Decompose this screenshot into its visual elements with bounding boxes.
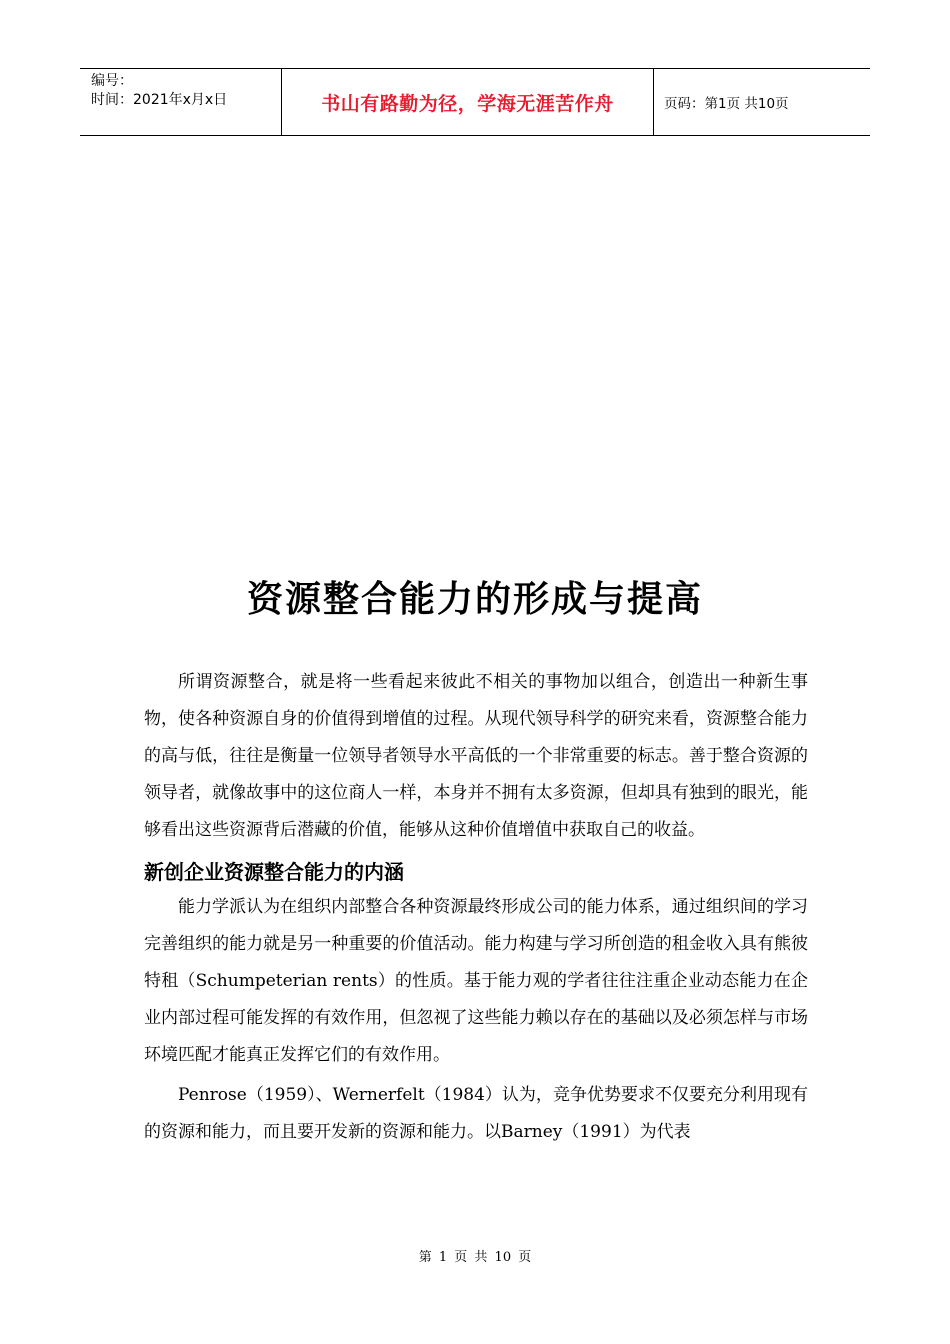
section-heading: 新创企业资源整合能力的内涵 [144, 860, 404, 884]
header-page-cell [654, 69, 870, 135]
page-header [80, 68, 870, 136]
header-motto-cell [281, 69, 654, 135]
serial-number-label: 编号： [91, 73, 133, 89]
header-page-info: 页码：第1页 共10页 [664, 96, 789, 112]
page-footer: 第 1 页 共 10 页 [418, 1250, 532, 1265]
section-paragraph-2: Penrose（1959）、Wernerfelt（1984）认为，竞争优势要求不仅要充分利用现有的资源和能力，而且要开发新的资源和能力。以Barney（1991）为代表 [144, 1085, 808, 1142]
document-body [144, 664, 808, 1151]
header-meta-cell [80, 69, 281, 135]
intro-paragraph: 所谓资源整合，就是将一些看起来彼此不相关的事物加以组合，创造出一种新生事物，使各种资源自身的价值得到增值的过程。从现代领导科学的研究来看，资源整合能力的高与低，往往是衡量一位领导者领导水平高低的一个非常重要的标志。善于整合资源的领导者，就像故事中的这位商人一样，本身并不拥有太多资源，但却具有独到的眼光，能够看出这些资源背后潜藏的价值，能够从这种价值增值中获取自己的收益。 [144, 672, 808, 840]
motto-text: 书山有路勤为径，学海无涯苦作舟 [321, 92, 614, 115]
document-title: 资源整合能力的形成与提高 [246, 578, 703, 620]
date-label: 时间：2021年x月x日 [91, 92, 228, 108]
section-paragraph-1: 能力学派认为在组织内部整合各种资源最终形成公司的能力体系，通过组织间的学习完善组织的能力就是另一种重要的价值活动。能力构建与学习所创造的租金收入具有熊彼特租（Schumpeterian rents）的性质。基于能力观的学者往往注重企业动态能力在企业内部过程可能发挥的有效作用，但忽视了这些能力赖以存在的基础以及必须怎样与市场环境匹配才能真正发挥它们的有效作用。 [144, 897, 808, 1065]
